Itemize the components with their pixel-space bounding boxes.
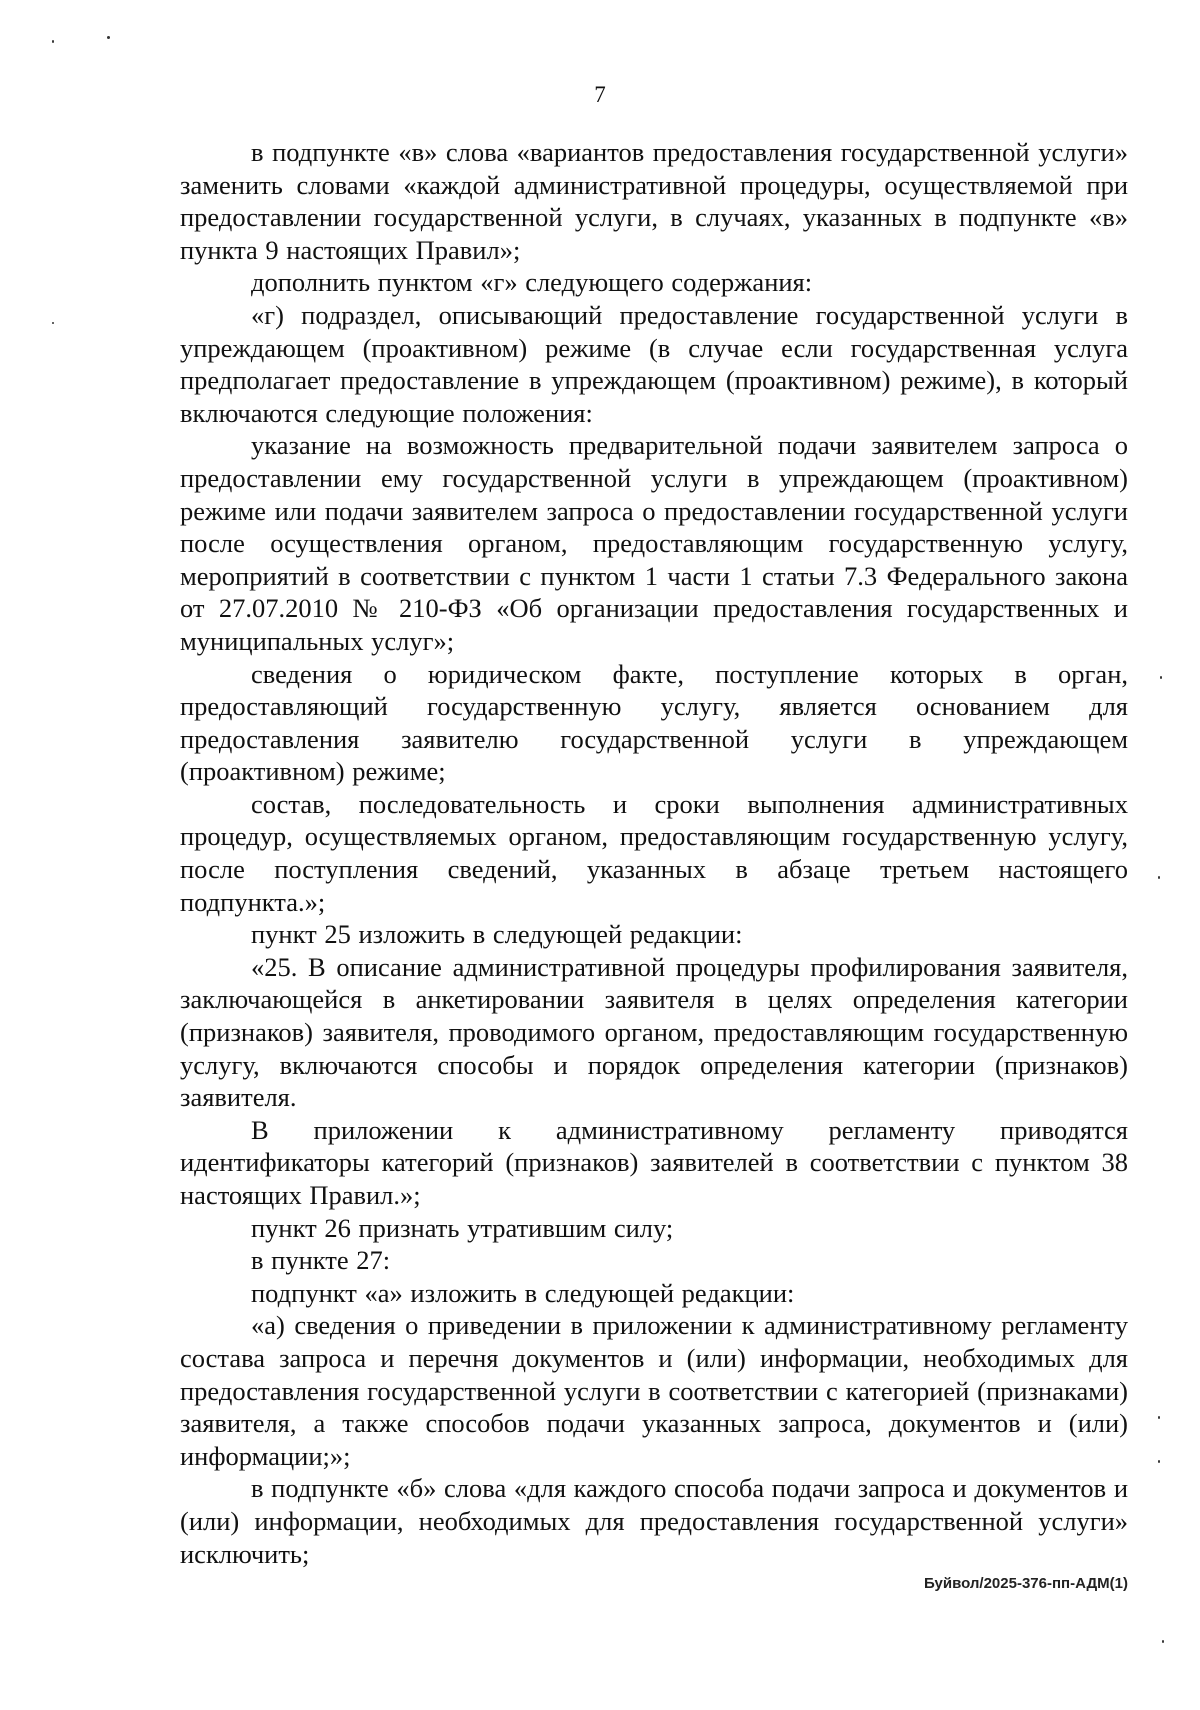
scan-speck <box>107 36 110 39</box>
paragraph-12: подпункт «а» изложить в следующей редакции: <box>251 1277 795 1308</box>
paragraph-7: пункт 25 изложить в следующей редакции: <box>251 919 743 950</box>
paragraph-9: В приложении к административному регламенту приводятся идентификаторы категорий (признаков) заявителей в соответствии с пунктом 38 настоящих Правил.»; <box>180 1114 1128 1210</box>
paragraph-4: указание на возможность предварительной подачи заявителем запроса о предоставлении ему государственной услуги в упреждающем (проактивном) режиме или подачи заявителем запроса о предоставлении государственной услуги после осуществления органом, предоставляющим государственную услугу, мероприятий в соответствии с пунктом 1 части 1 статьи 7.3 Федерального закона от 27.07.2010 № 210-ФЗ «Об организации предоставления государственных и муниципальных услуг»; <box>180 430 1128 656</box>
paragraph-14: в подпункте «б» слова «для каждого способа подачи запроса и документов и (или) информации, необходимых для предоставления государственной услуги» исключить; <box>180 1473 1128 1569</box>
scan-speck <box>1158 1416 1160 1419</box>
document-code: Буйвол/2025-376-пп-АДМ(1) <box>923 1575 1128 1592</box>
document-body <box>180 136 1128 1570</box>
paragraph-5: сведения о юридическом факте, поступление которых в орган, предоставляющий государственную услугу, является основанием для предоставления заявителю государственной услуги в упреждающем (проактивном) режиме; <box>180 658 1128 787</box>
paragraph-2: дополнить пунктом «г» следующего содержания: <box>251 267 813 298</box>
scan-speck <box>52 322 54 324</box>
paragraph-11: в пункте 27: <box>251 1245 391 1276</box>
paragraph-6: состав, последовательность и сроки выполнения административных процедур, осуществляемых органом, предоставляющим государственную услугу, после поступления сведений, указанных в абзаце третьем настоящего подпункта.»; <box>180 788 1128 917</box>
page-number: 7 <box>594 82 606 107</box>
scan-speck <box>1162 1640 1164 1643</box>
paragraph-10: пункт 26 признать утратившим силу; <box>251 1212 674 1243</box>
paragraph-3: «г) подраздел, описывающий предоставление государственной услуги в упреждающем (проактивном) режиме (в случае если государственная услуга предполагает предоставление в упреждающем (проактивном) режиме), в который включаются следующие положения: <box>180 299 1128 428</box>
paragraph-1: в подпункте «в» слова «вариантов предоставления государственной услуги» заменить словами «каждой административной процедуры, осуществляемой при предоставлении государственной услуги, в случаях, указанных в подпункте «в» пункта 9 настоящих Правил»; <box>180 137 1128 265</box>
paragraph-8: «25. В описание административной процедуры профилирования заявителя, заключающейся в анкетировании заявителя в целях определения категории (признаков) заявителя, проводимого органом, предоставляющим государственную услугу, включаются способы и порядок определения категории (признаков) заявителя. <box>180 951 1128 1113</box>
scan-speck <box>1158 876 1160 879</box>
scan-speck <box>52 40 54 43</box>
scan-speck <box>1158 1460 1160 1463</box>
scan-speck <box>1160 676 1162 679</box>
paragraph-13: «а) сведения о приведении в приложении к административному регламенту состава запроса и перечня документов и (или) информации, необходимых для предоставления государственной услуги в соответствии с категорией (признаками) заявителя, а также способов подачи указанных запроса, документов и (или) информации;»; <box>180 1310 1128 1471</box>
